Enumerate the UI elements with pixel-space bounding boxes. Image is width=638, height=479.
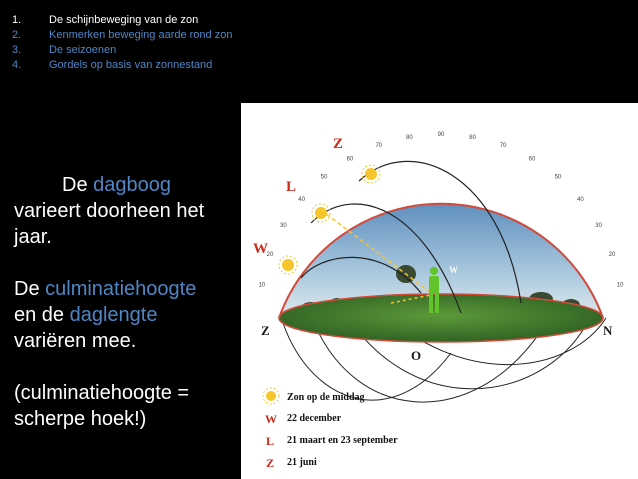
dome-tick-label: 30 [280, 223, 287, 229]
toc-item-3[interactable] [12, 44, 237, 57]
toc-item-2[interactable] [12, 29, 237, 42]
dome-tick-label: 70 [499, 143, 507, 149]
toc-label: Gordels op basis van zonnestand [49, 59, 213, 71]
legend-key-w: W [265, 412, 277, 426]
text-varieert: varieert doorheen het jaar. [14, 200, 205, 248]
dome-tick-label: 70 [375, 143, 383, 149]
text-en-de: en de [14, 304, 70, 326]
dome-tick-label: 80 [469, 134, 476, 141]
legend-key-l: L [266, 434, 275, 448]
label-equinox-l: L [286, 179, 297, 195]
dome-tick-label: 40 [577, 197, 584, 203]
dome-tick-label: 60 [528, 156, 536, 163]
legend-text-l: 21 maart en 23 september [287, 435, 398, 446]
toc-number: 4. [12, 59, 22, 71]
toc-number: 1. [12, 14, 22, 26]
term-daglengte: daglengte [69, 304, 158, 326]
legend-key-z: Z [266, 456, 275, 470]
slide-body [14, 172, 246, 432]
paragraph-culminatie [14, 276, 246, 354]
dome-tick-label: 20 [608, 251, 616, 258]
label-summer-z: Z [333, 136, 344, 152]
dome-tick-label: 10 [616, 282, 624, 289]
dome-tick-label: 90 [437, 132, 445, 138]
dome-tick-label: 10 [258, 282, 266, 289]
sun-icon-equinox [312, 204, 330, 222]
toc-label: De seizoenen [49, 44, 117, 56]
table-of-contents [12, 14, 237, 74]
dome-tick-label: 20 [266, 251, 274, 258]
compass-north: N [603, 323, 613, 338]
dome-tick-label: 30 [595, 223, 602, 229]
sun-path-svg [241, 103, 638, 479]
dome-tick-label: 50 [554, 174, 562, 181]
toc-label: Kenmerken beweging aarde rond zon [49, 29, 233, 41]
dome-tick-label: 40 [298, 197, 305, 203]
toc-item-1[interactable] [12, 14, 237, 27]
observer-west-label: W [449, 265, 458, 275]
dome-tick-label: 80 [406, 134, 413, 141]
dome-tick-label: 50 [320, 174, 328, 181]
text-de-2: De [14, 278, 46, 300]
dome-tick-label: 60 [346, 156, 354, 163]
text-varieren: variëren mee. [14, 330, 137, 352]
toc-number: 2. [12, 29, 22, 41]
toc-label: De schijnbeweging van de zon [49, 14, 199, 26]
legend-sun-icon [266, 391, 276, 401]
sun-icon-summer [362, 165, 380, 183]
legend-text-w: 22 december [287, 413, 342, 424]
compass-south: Z [261, 323, 270, 338]
sun-path-diagram [241, 103, 638, 479]
paragraph-note: (culminatiehoogte = scherpe hoek!) [14, 382, 190, 430]
toc-number: 3. [12, 44, 22, 56]
legend-title: Zon op de middag [287, 392, 365, 403]
compass-east: O [411, 348, 422, 363]
legend-text-z: 21 juni [287, 457, 317, 468]
text-de: De [62, 174, 94, 196]
toc-item-4[interactable] [12, 59, 237, 72]
paragraph-dagboog [14, 172, 246, 250]
sun-icon-winter [279, 256, 297, 274]
label-winter-w: W [253, 241, 268, 257]
term-dagboog: dagboog [93, 174, 171, 196]
term-culminatiehoogte: culminatiehoogte [45, 278, 197, 300]
